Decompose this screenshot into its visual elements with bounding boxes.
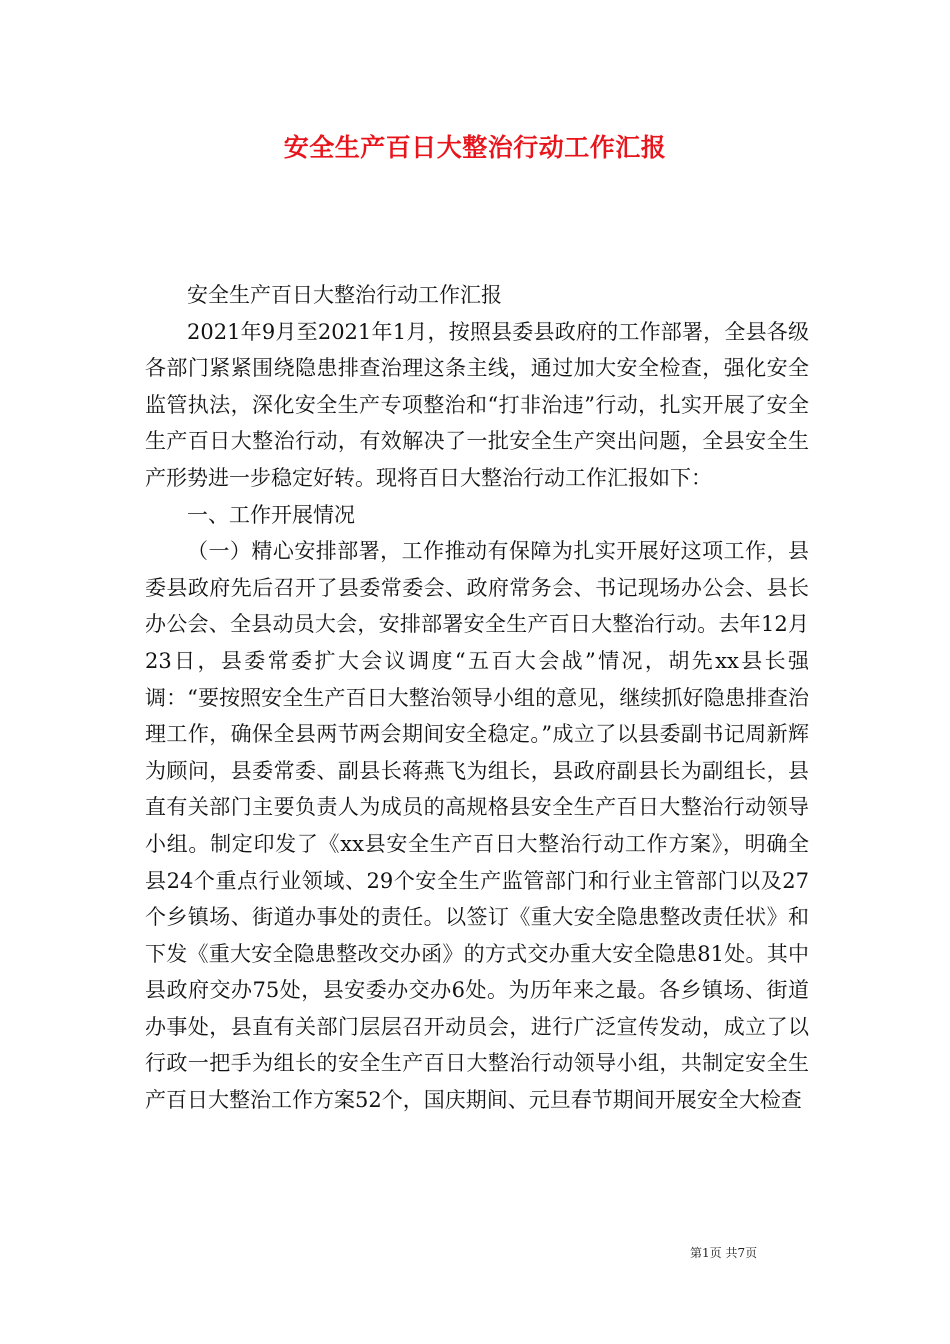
section-heading: 一、工作开展情况 <box>187 502 355 527</box>
page-title: 安全生产百日大整治行动工作汇报 <box>283 133 667 162</box>
page-number: 第1页 共7页 <box>690 1246 758 1260</box>
body-paragraph-intro: 2021年9月至2021年1月，按照县委县政府的工作部署，全县各级各部门紧紧围绕隐患排查治理这条主线，通过加大安全检查，强化安全监管执法，深化安全生产专项整治和“打非治违”行动，扎实开展了安全生产百日大整治行动，有效解决了一批安全生产突出问题，全县安全生产形势进一步稳定好转。现将百日大整治行动工作汇报如下： <box>145 319 809 490</box>
document-body <box>145 277 809 1119</box>
body-subtitle: 安全生产百日大整治行动工作汇报 <box>187 283 502 307</box>
body-paragraph-deployment: （一）精心安排部署，工作推动有保障为扎实开展好这项工作，县委县政府先后召开了县委常委会、政府常务会、书记现场办公会、县长办公会、全县动员大会，安排部署安全生产百日大整治行动。去年12月23日，县委常委扩大会议调度“五百大会战”情况，胡先xx县长强调：“要按照安全生产百日大整治领导小组的意见，继续抓好隐患排查治理工作，确保全县两节两会期间安全稳定。”成立了以县委副书记周新辉为顾问，县委常委、副县长蒋燕飞为组长，县政府副县长为副组长，县直有关部门主要负责人为成员的高规格县安全生产百日大整治行动领导小组。制定印发了《xx县安全生产百日大整治行动工作方案》，明确全县24个重点行业领域、29个安全生产监管部门和行业主管部门以及27个乡镇场、街道办事处的责任。以签订《重大安全隐患整改责任状》和下发《重大安全隐患整改交办函》的方式交办重大安全隐患81处。其中县政府交办75处，县安委办交办6处。为历年来之最。各乡镇场、街道办事处，县直有关部门层层召开动员会，进行广泛宣传发动，成立了以行政一把手为组长的安全生产百日大整治行动领导小组，共制定安全生产百日大整治工作方案52个，国庆期间、元旦春节期间开展安全大检查 <box>145 539 809 1113</box>
